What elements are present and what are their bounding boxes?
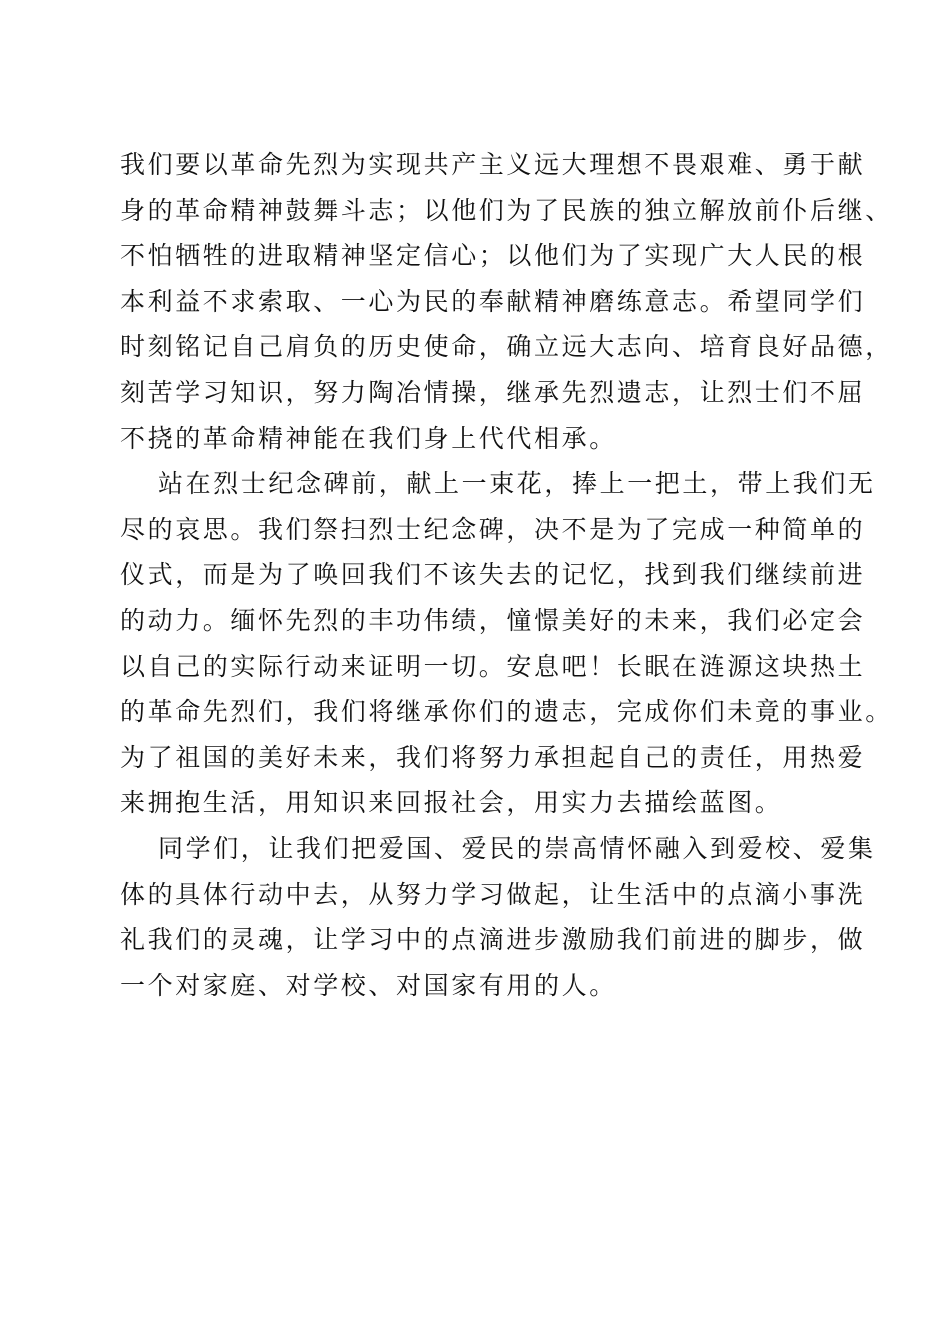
text-line: 站在烈士纪念碑前，献上一束花，捧上一把土，带上我们无 bbox=[158, 469, 876, 499]
body-text bbox=[120, 142, 893, 1008]
text-line: 同学们，让我们把爱国、爱民的崇高情怀融入到爱校、爱集 bbox=[158, 833, 876, 863]
text-line: 礼我们的灵魂，让学习中的点滴进步激励我们前进的脚步，做 bbox=[120, 925, 866, 955]
text-line: 不挠的革命精神能在我们身上代代相承。 bbox=[120, 423, 617, 453]
text-line: 刻苦学习知识，努力陶冶情操，继承先烈遗志，让烈士们不屈 bbox=[120, 377, 866, 407]
text-line: 我们要以革命先烈为实现共产主义远大理想不畏艰难、勇于献 bbox=[120, 150, 866, 179]
text-line: 仪式，而是为了唤回我们不该失去的记忆，找到我们继续前进 bbox=[120, 560, 866, 590]
text-line: 的动力。缅怀先烈的丰功伟绩，憧憬美好的未来，我们必定会 bbox=[120, 605, 866, 635]
text-line: 本利益不求索取、一心为民的奉献精神磨练意志。希望同学们 bbox=[120, 286, 866, 316]
paragraph-1 bbox=[120, 142, 893, 461]
text-line: 不怕牺牲的进取精神坚定信心；以他们为了实现广大人民的根 bbox=[120, 241, 866, 271]
paragraph-3 bbox=[120, 826, 876, 1008]
text-line: 一个对家庭、对学校、对国家有用的人。 bbox=[120, 970, 617, 1000]
text-line: 以自己的实际行动来证明一切。安息吧！长眠在涟源这块热土 bbox=[120, 651, 866, 681]
text-line: 时刻铭记自己肩负的历史使命，确立远大志向、培育良好品德， bbox=[120, 332, 893, 362]
text-line: 体的具体行动中去，从努力学习做起，让生活中的点滴小事洗 bbox=[120, 879, 866, 909]
text-line: 尽的哀思。我们祭扫烈士纪念碑，决不是为了完成一种简单的 bbox=[120, 514, 866, 544]
paragraph-2 bbox=[120, 461, 893, 826]
text-line: 的革命先烈们，我们将继承你们的遗志，完成你们未竟的事业。 bbox=[120, 697, 893, 727]
text-line: 为了祖国的美好未来，我们将努力承担起自己的责任，用热爱 bbox=[120, 742, 866, 772]
text-line: 来拥抱生活，用知识来回报社会，用实力去描绘蓝图。 bbox=[120, 788, 783, 818]
text-line: 身的革命精神鼓舞斗志；以他们为了民族的独立解放前仆后继、 bbox=[120, 195, 893, 225]
